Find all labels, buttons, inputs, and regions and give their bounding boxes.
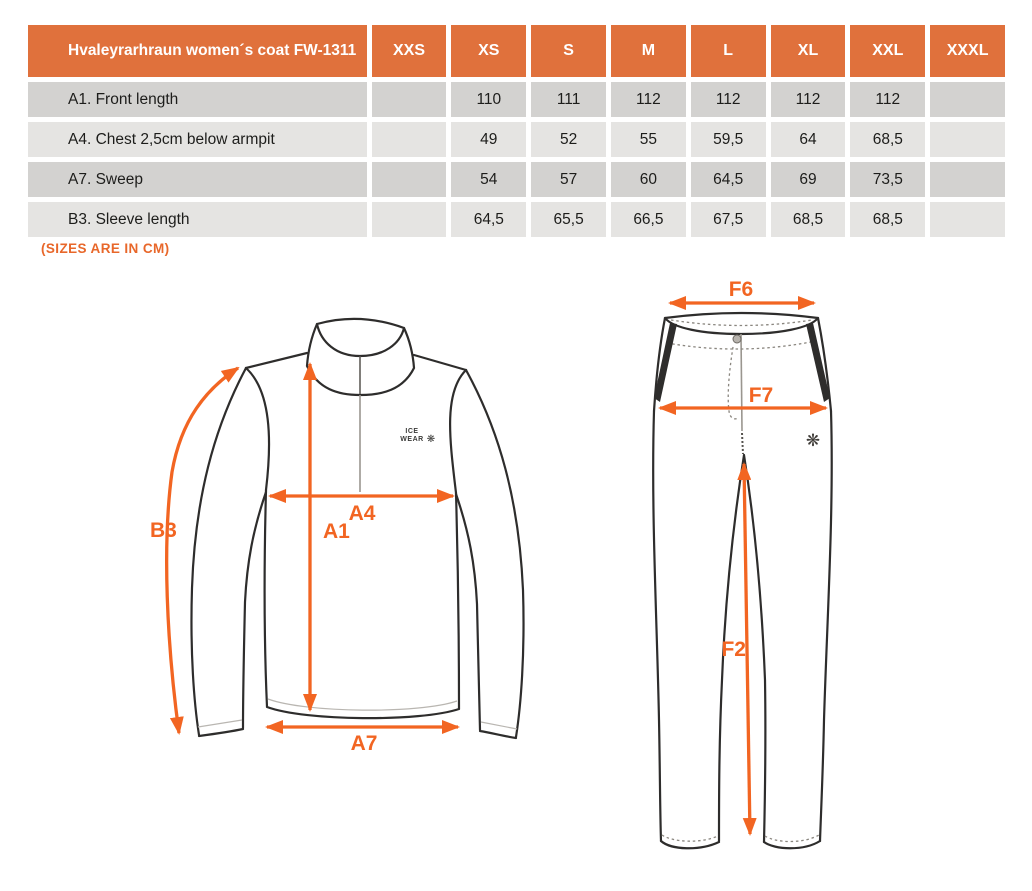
size-value-cell: 68,5 bbox=[850, 122, 925, 157]
jacket-right-sleeve bbox=[456, 370, 524, 738]
size-value-cell bbox=[372, 162, 447, 197]
size-header-xl: XL bbox=[771, 25, 846, 77]
pants-bartack bbox=[742, 433, 743, 454]
size-value-cell: 59,5 bbox=[691, 122, 766, 157]
jacket-left-sleeve bbox=[191, 368, 266, 736]
pants-drawing bbox=[653, 278, 832, 848]
size-value-cell: 112 bbox=[771, 82, 846, 117]
size-value-cell: 55 bbox=[611, 122, 686, 157]
table-header-row bbox=[28, 25, 1005, 77]
size-value-cell: 112 bbox=[850, 82, 925, 117]
pants-button bbox=[733, 335, 741, 343]
jacket-hem-stitch bbox=[268, 699, 457, 710]
size-value-cell: 66,5 bbox=[611, 202, 686, 237]
size-value-cell: 73,5 bbox=[850, 162, 925, 197]
size-value-cell: 110 bbox=[451, 82, 526, 117]
size-value-cell: 111 bbox=[531, 82, 606, 117]
icewear-snowflake-icon: ❋ bbox=[426, 434, 436, 445]
jacket-drawing bbox=[150, 319, 524, 755]
size-value-cell: 64,5 bbox=[691, 162, 766, 197]
pants-waistband bbox=[665, 313, 818, 334]
pants-hem-stitches bbox=[662, 835, 819, 842]
size-value-cell: 64,5 bbox=[451, 202, 526, 237]
size-value-cell: 54 bbox=[451, 162, 526, 197]
size-value-cell: 60 bbox=[611, 162, 686, 197]
label-f2: F2 bbox=[721, 638, 746, 661]
product-title: Hvaleyrarhraun women´s coat FW-1311 bbox=[28, 25, 367, 77]
size-header-xxl: XXL bbox=[850, 25, 925, 77]
size-value-cell bbox=[930, 202, 1005, 237]
size-value-cell: 69 bbox=[771, 162, 846, 197]
icewear-logo-line1: ICE bbox=[405, 428, 419, 435]
size-value-cell: 52 bbox=[531, 122, 606, 157]
size-value-cell bbox=[930, 122, 1005, 157]
measurement-diagrams bbox=[0, 270, 1032, 891]
size-header-xs: XS bbox=[451, 25, 526, 77]
pants-outer-legs bbox=[653, 411, 832, 841]
measure-label: A4. Chest 2,5cm below armpit bbox=[28, 122, 367, 157]
size-value-cell bbox=[372, 82, 447, 117]
size-value-cell: 65,5 bbox=[531, 202, 606, 237]
size-header-l: L bbox=[691, 25, 766, 77]
size-value-cell: 68,5 bbox=[850, 202, 925, 237]
arrow-b3-sleeve bbox=[167, 368, 238, 733]
jacket-collar-opening bbox=[317, 319, 404, 356]
size-value-cell: 57 bbox=[531, 162, 606, 197]
table-row bbox=[28, 202, 1005, 237]
size-value-cell: 49 bbox=[451, 122, 526, 157]
size-value-cell: 68,5 bbox=[771, 202, 846, 237]
size-value-cell: 67,5 bbox=[691, 202, 766, 237]
size-value-cell: 112 bbox=[611, 82, 686, 117]
jacket-raglan-seams bbox=[246, 368, 466, 493]
table-row bbox=[28, 122, 1005, 157]
size-chart-table bbox=[23, 20, 1010, 242]
size-header-xxxl: XXXL bbox=[930, 25, 1005, 77]
measure-label: B3. Sleeve length bbox=[28, 202, 367, 237]
sizes-in-cm-note: (SIZES ARE IN CM) bbox=[41, 241, 170, 256]
measure-label: A1. Front length bbox=[28, 82, 367, 117]
label-a1: A1 bbox=[323, 520, 350, 543]
size-header-m: M bbox=[611, 25, 686, 77]
label-f6: F6 bbox=[728, 278, 754, 301]
size-header-xxs: XXS bbox=[372, 25, 447, 77]
table-row bbox=[28, 162, 1005, 197]
icewear-snowflake-icon: ❋ bbox=[805, 431, 821, 450]
size-value-cell bbox=[930, 162, 1005, 197]
label-a7: A7 bbox=[350, 732, 378, 755]
pants-side-seams bbox=[654, 318, 831, 411]
icewear-logo-line2: WEAR bbox=[400, 436, 424, 443]
label-a4: A4 bbox=[348, 502, 376, 525]
size-value-cell bbox=[372, 122, 447, 157]
table-row bbox=[28, 82, 1005, 117]
size-value-cell: 64 bbox=[771, 122, 846, 157]
pants-hems bbox=[661, 841, 820, 848]
size-header-s: S bbox=[531, 25, 606, 77]
pants-waistband-stitch bbox=[671, 320, 812, 326]
size-value-cell bbox=[372, 202, 447, 237]
size-value-cell bbox=[930, 82, 1005, 117]
label-f7: F7 bbox=[748, 384, 774, 407]
label-b3: B3 bbox=[150, 519, 177, 542]
size-value-cell: 112 bbox=[691, 82, 766, 117]
measure-label: A7. Sweep bbox=[28, 162, 367, 197]
